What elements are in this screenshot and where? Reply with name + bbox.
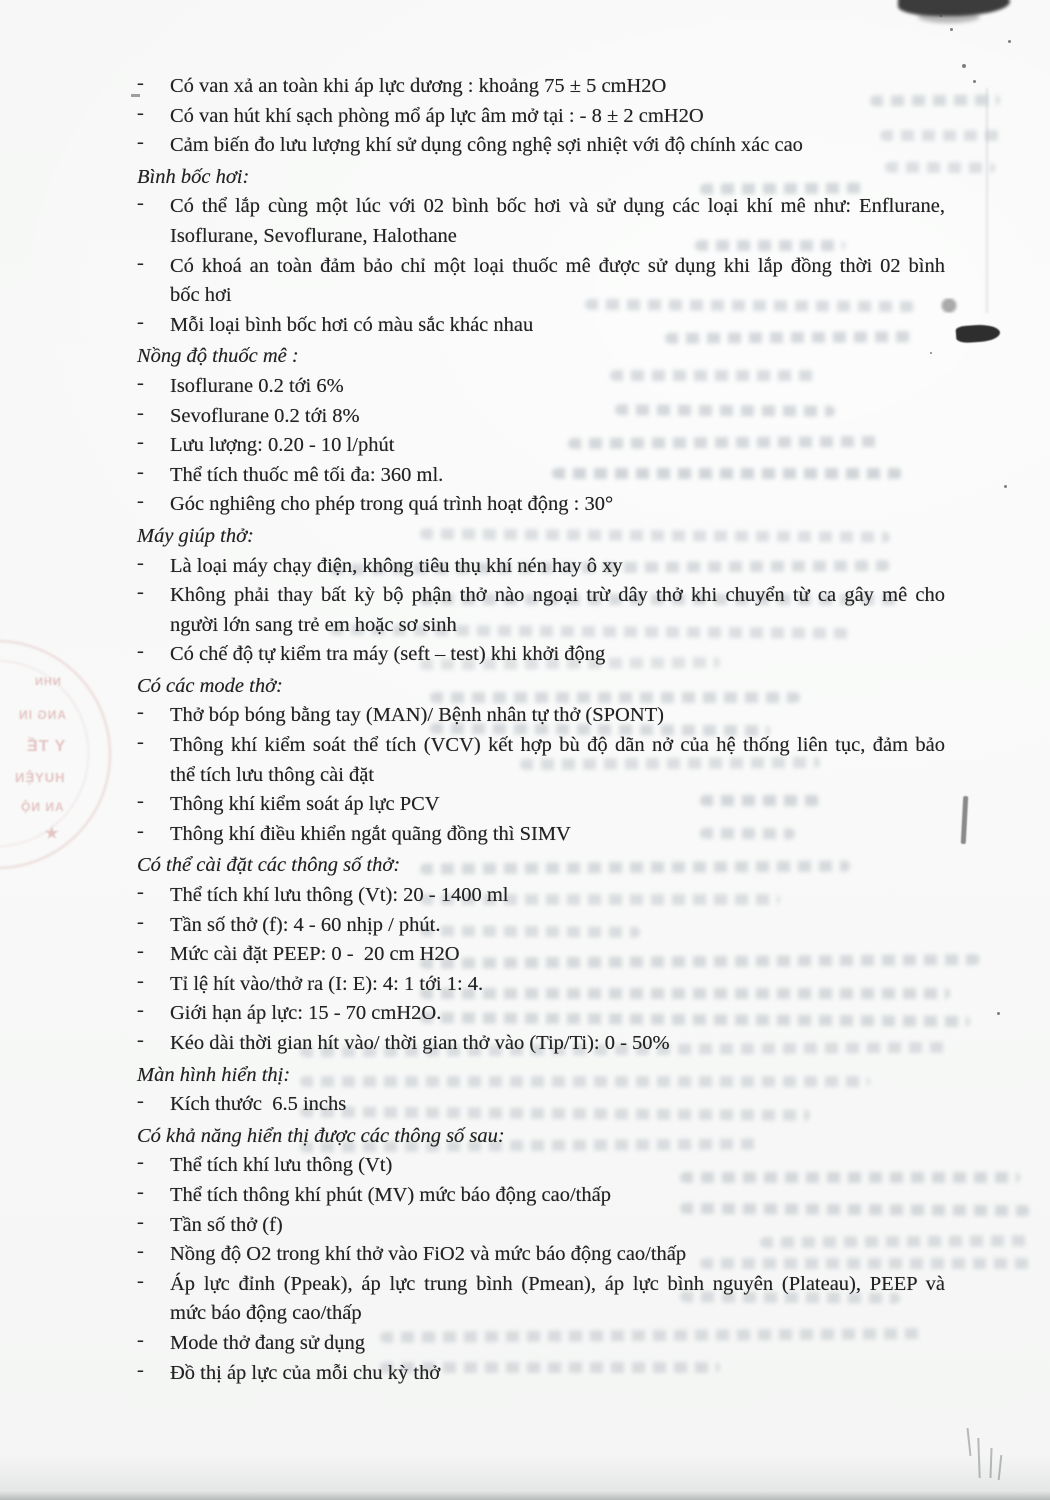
text-line: Góc nghiêng cho phép trong quá trình hoạt động : 30° [170,493,614,516]
text-line: bốc hơi [170,284,232,307]
spec-bullet-item [137,911,957,941]
text-line: Mode thở đang sử dụng [170,1331,366,1354]
text-line: Thể tích khí lưu thông (Vt): 20 - 1400 ml [170,884,509,907]
text-line: Có các mode thở: [137,674,283,697]
bullet-dash: - [137,101,144,124]
ink-speck [962,64,966,68]
text-line: Sevoflurane 0.2 tới 8% [170,404,360,427]
pencil-scratch [977,1438,980,1478]
ink-speck [940,15,942,17]
spec-bullet-item [137,999,957,1029]
bullet-dash: - [137,490,144,513]
bullet-dash: - [137,940,144,963]
bullet-dash: - [137,731,144,754]
spec-bullet-item [137,552,957,582]
text-line: Isoflurane, Sevoflurane, Halothane [170,224,457,247]
ink-blob-right-edge [955,323,1000,343]
spec-bullet-item [137,640,957,670]
spec-heading [137,851,957,881]
ink-speck [1004,485,1007,488]
spec-bullet-item [137,192,957,251]
text-line: Giới hạn áp lực: 15 - 70 cmH2O. [170,1002,442,1025]
bullet-dash: - [137,640,144,663]
stamp-text-line: NHN [34,676,61,688]
spec-bullet-item [137,581,957,640]
ink-smear-right-edge [961,796,969,844]
spec-heading [137,163,957,193]
text-line: Kéo dài thời gian hít vào/ thời gian thở vào (Tip/Ti): 0 - 50% [170,1032,670,1054]
text-line: Thở bóp bóng bằng tay (MAN)/ Bệnh nhân tự thở (SPONT) [170,704,664,727]
text-line: Thông khí kiểm soát thể tích (VCV) kết hợp bù độ dãn nở của hệ thống liên tục, đảm bảo [170,734,945,757]
spec-bullet-item [137,490,957,520]
text-line: Có khả năng hiển thị được các thông số sau: [137,1124,505,1147]
bullet-dash: - [137,1358,144,1381]
spec-bullet-item [137,881,957,911]
ink-smudge-top-right [898,0,1010,16]
bullet-dash: - [137,1090,144,1113]
text-line: Thể tích thông khí phút (MV) mức báo động cao/thấp [170,1183,611,1206]
text-line: Không phải thay bất kỳ bộ phận thở nào ngoại trừ dây thở khi chuyển từ ca gây mê cho [170,584,945,607]
bullet-dash: - [137,431,144,454]
spec-bullet-item [137,461,957,491]
text-line: Có van xả an toàn khi áp lực dương : khoảng 75 ± 5 cmH2O [170,75,667,97]
spec-bullet-item [137,731,957,790]
text-line: Có van hút khí sạch phòng mổ áp lực âm mở tại : - 8 ± 2 cmH2O [170,104,704,127]
spec-bullet-item [137,1359,957,1389]
ink-speck [950,28,953,31]
bullet-dash: - [137,371,144,394]
ink-speck [930,352,932,354]
bullet-dash: - [137,819,144,842]
text-line: Có khoá an toàn đảm bảo chỉ một loại thuốc mê được sử dụng khi lắp đồng thời 02 bình [170,254,945,277]
bullet-dash: - [137,1269,144,1292]
stamp-text-line: HUYỆN [14,770,65,785]
spec-bullet-item [137,701,957,731]
spec-bullet-item [137,1240,957,1270]
spec-heading [137,522,957,552]
pencil-scratch [998,1455,1002,1480]
spec-bullet-item [137,431,957,461]
spec-heading [137,672,957,702]
spec-heading [137,1061,957,1091]
spec-bullet-item [137,402,957,432]
bullet-dash: - [137,251,144,274]
stamp-text-line: Y TẾ [26,738,66,755]
bullet-dash: - [137,910,144,933]
text-line: Là loại máy chạy điện, không tiêu thụ khí nén hay ô xy [170,554,623,577]
text-line: thể tích lưu thông cài đặt [170,763,375,786]
spec-bullet-item [137,1329,957,1359]
bullet-dash: - [137,72,144,94]
text-line: người lớn sang trẻ em hoặc sơ sinh [170,613,457,636]
text-line: Thông khí điều khiển ngắt quãng đồng thì SIMV [170,822,571,845]
text-line: mức báo động cao/thấp [170,1302,362,1325]
text-line: Thể tích khí lưu thông (Vt) [170,1154,393,1177]
bullet-dash: - [137,192,144,215]
document-content [137,72,957,1388]
spec-bullet-item [137,1181,957,1211]
text-line: Thể tích thuốc mê tối đa: 360 ml. [170,463,444,486]
bullet-dash: - [137,581,144,604]
bullet-dash: - [137,969,144,992]
bullet-dash: - [137,1029,144,1051]
spec-bullet-item [137,1211,957,1241]
spec-bullet-item [137,1151,957,1181]
bullet-dash: - [137,460,144,483]
bullet-dash: - [137,131,144,154]
spec-heading [137,342,957,372]
stamp-text-line: ★ [44,825,59,842]
bullet-dash: - [137,1328,144,1351]
spec-bullet-item [137,790,957,820]
bullet-dash: - [137,701,144,724]
text-line: Cảm biến đo lưu lượng khí sử dụng công nghệ sợi nhiệt với độ chính xác cao [170,134,803,157]
text-line: Isoflurane 0.2 tới 6% [170,374,344,397]
text-line: Đồ thị áp lực của mỗi chu kỳ thở [170,1361,441,1384]
spec-bullet-item [137,1270,957,1329]
text-line: Nồng độ O2 trong khí thở vào FiO2 và mức báo động cao/thấp [170,1243,687,1266]
spec-bullet-item [137,131,957,161]
text-line: Tần số thở (f): 4 - 60 nhịp / phút. [170,913,441,936]
bullet-dash: - [137,1210,144,1233]
ink-smudge-top-right-halo [918,10,980,23]
text-line: Thông khí kiểm soát áp lực PCV [170,793,440,816]
text-line: Tỉ lệ hít vào/thở ra (I: E): 4: 1 tới 1: 4. [170,972,484,995]
bullet-dash: - [137,790,144,813]
text-line: Áp lực đỉnh (Ppeak), áp lực trung bình (Pmean), áp lực bình nguyên (Plateau), PEEP và [170,1272,945,1295]
spec-bullet-item [137,970,957,1000]
spec-bullet-item [137,372,957,402]
text-line: Máy giúp thở: [137,524,254,547]
text-line: Mức cài đặt PEEP: 0 - 20 cm H2O [170,943,460,966]
spec-bullet-item [137,252,957,311]
bullet-dash: - [137,1240,144,1263]
ink-speck [997,1012,1000,1015]
text-line: Nồng độ thuốc mê : [137,345,299,368]
bullet-dash: - [137,310,144,333]
bullet-dash: - [137,401,144,424]
stamp-text-line: ANG IN [18,708,66,722]
text-line: Mỗi loại bình bốc hơi có màu sắc khác nhau [170,313,534,336]
pencil-scratch [967,1428,972,1456]
paper-crease [986,88,988,313]
spec-bullet-item [137,820,957,850]
bullet-dash: - [137,551,144,574]
text-line: Lưu lượng: 0.20 - 10 l/phút [170,434,395,457]
spec-bullet-item [137,1029,957,1059]
text-line: Có thể cài đặt các thông số thở: [137,854,401,877]
stamp-text-line: AN NỘ [20,800,64,814]
page-bottom-shadow [0,1491,1050,1500]
text-line: Có chế độ tự kiểm tra máy (seft – test) khi khởi động [170,643,606,666]
spec-bullet-item [137,1090,957,1120]
text-line: Tần số thở (f) [170,1213,283,1236]
bullet-dash: - [137,1180,144,1203]
spec-bullet-item [137,102,957,132]
pencil-scratch [989,1448,992,1478]
ink-speck [1008,40,1011,43]
bullet-dash: - [137,999,144,1022]
ink-speck [973,80,976,83]
bullet-dash: - [137,881,144,904]
text-line: Bình bốc hơi: [137,165,250,188]
text-line: Kích thước 6.5 inchs [170,1093,347,1116]
spec-bullet-item [137,940,957,970]
text-line: Màn hình hiển thị: [137,1063,291,1086]
bullet-dash: - [137,1151,144,1174]
text-line: Có thể lắp cùng một lúc với 02 bình bốc hơi và sử dụng các loại khí mê như: Enflurane, [170,195,945,218]
spec-bullet-item [137,72,957,102]
spec-heading [137,1122,957,1152]
spec-bullet-item [137,311,957,341]
